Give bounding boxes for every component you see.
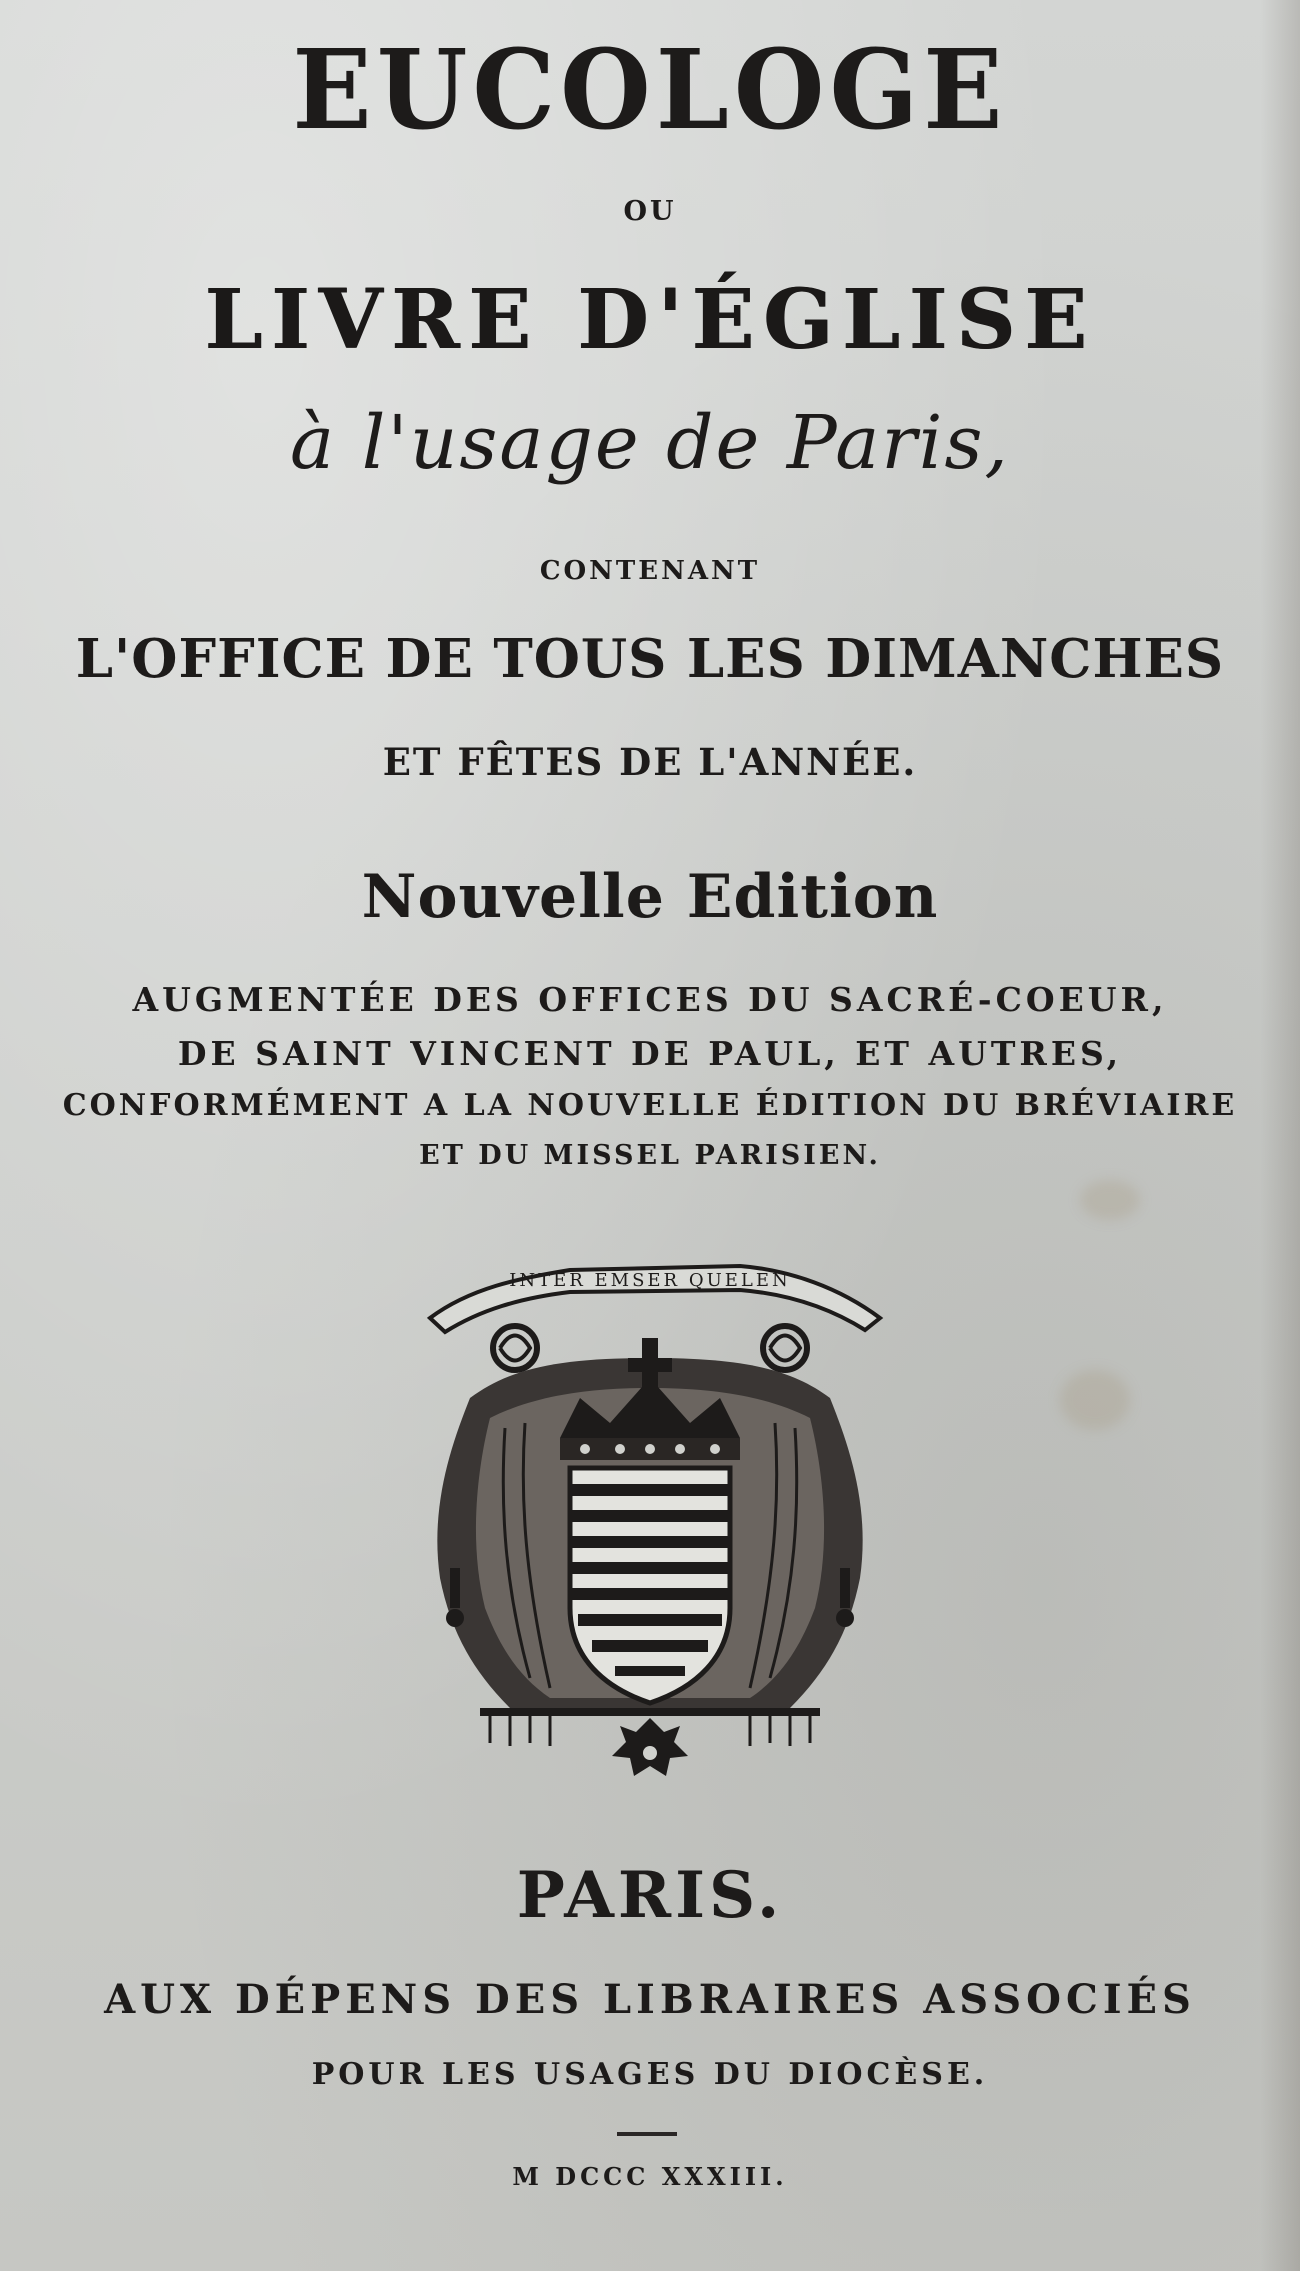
paper-stain bbox=[1060, 1370, 1130, 1430]
augmented-line: ET DU MISSEL PARISIEN. bbox=[419, 1140, 881, 1171]
coat-of-arms-emblem bbox=[410, 1248, 890, 1808]
publication-year: M DCCC XXXIII. bbox=[512, 2162, 788, 2191]
conjunction-ou: OU bbox=[623, 196, 677, 227]
publisher-line: AUX DÉPENS DES LIBRAIRES ASSOCIÉS bbox=[104, 1976, 1196, 2023]
augmented-line: DE SAINT VINCENT DE PAUL, ET AUTRES, bbox=[177, 1034, 1123, 1073]
usage-line: à l'usage de Paris, bbox=[290, 400, 1010, 486]
divider-rule bbox=[617, 2132, 677, 2136]
fetes-line: ET FÊTES DE L'ANNÉE. bbox=[382, 740, 918, 784]
augmented-line: AUGMENTÉE DES OFFICES DU SACRÉ-COEUR, bbox=[132, 980, 1168, 1019]
edition-label: Nouvelle Edition bbox=[361, 862, 939, 932]
city-line: PARIS. bbox=[516, 1858, 784, 1933]
augmented-line: CONFORMÉMENT A LA NOUVELLE ÉDITION DU BRÉVIAIRE bbox=[62, 1088, 1238, 1123]
book-title: EUCOLOGE bbox=[292, 24, 1008, 155]
office-line: L'OFFICE DE TOUS LES DIMANCHES bbox=[75, 628, 1225, 690]
contenant-label: CONTENANT bbox=[539, 556, 761, 586]
publisher-line-2: POUR LES USAGES DU DIOCÈSE. bbox=[311, 2057, 989, 2092]
emblem-motto: INTER EMSER QUELEN bbox=[509, 1270, 791, 1291]
paper-stain bbox=[1080, 1180, 1140, 1220]
book-subtitle: LIVRE D'ÉGLISE bbox=[204, 272, 1096, 368]
